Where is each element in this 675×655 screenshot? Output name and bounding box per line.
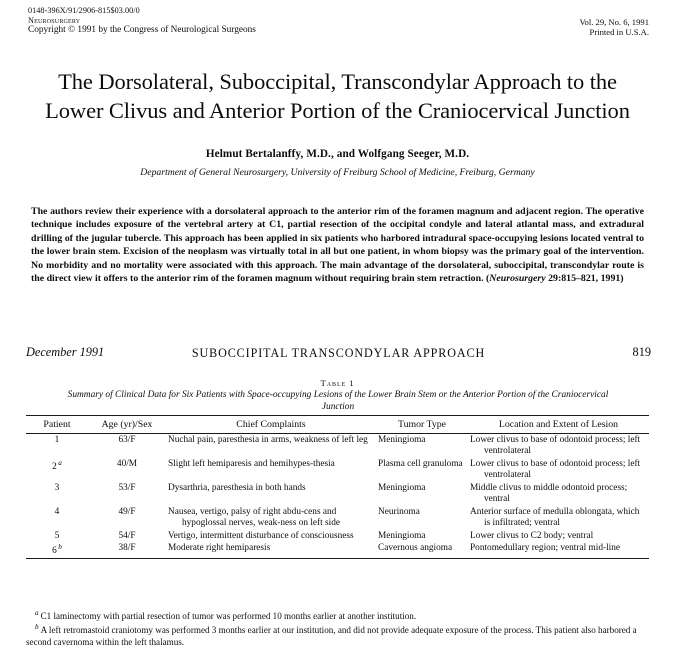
footnote: $^a$ C1 laminectomy with partial resection of tumor was performed 10 months earlier at another institution. (35, 609, 417, 622)
cell-patient: 4 (54, 506, 60, 517)
author-affiliation: Department of General Neurosurgery, University of Freiburg School of Medicine, Freiburg, Germany (140, 167, 535, 178)
table-row (26, 434, 649, 458)
clinical-data-table (26, 415, 649, 559)
cell-location: Pontomedullary region; ventral mid-line (470, 543, 621, 554)
footnote-marker: a (35, 609, 39, 617)
cell-location: Lower clivus to base of odontoid process; left ventrolateral (470, 458, 641, 481)
cell-chief-complaints: Nausea, vertigo, palsy of right abdu-cens and hypoglossal nerves, weak-ness on left side (168, 506, 341, 529)
masthead (0, 6, 675, 46)
column-header-patient: Patient (43, 419, 71, 430)
running-head (26, 345, 651, 361)
cell-tumor-type: Plasma cell granuloma (378, 458, 463, 469)
cell-chief-complaints: Dysarthria, paresthesia in both hands (168, 482, 306, 493)
table-body (26, 434, 649, 558)
column-header-tumor-type: Tumor Type (397, 419, 447, 430)
article-abstract (31, 205, 644, 286)
table-row (26, 482, 649, 506)
printed-in-line: Printed in U.S.A. (589, 27, 649, 38)
cell-patient: 1 (54, 434, 60, 445)
table-header-row (26, 416, 649, 433)
cell-patient: 2 $^a$ (52, 458, 62, 472)
cell-chief-complaints: Nuchal pain, paresthesia in arms, weakness of left leg (168, 434, 368, 445)
cell-age-sex: 63/F (118, 434, 136, 445)
column-header-age-sex: Age (yr)/Sex (101, 419, 153, 430)
running-head-date: December 1991 (26, 345, 105, 359)
table-caption: Summary of Clinical Data for Six Patients with Space-occupying Lesions of the Lower Brain Stem or the Anterior Portion of the Craniocervical Junction (67, 390, 609, 413)
cell-tumor-type: Meningioma (378, 530, 426, 541)
masthead-right (579, 17, 649, 37)
cell-tumor-type: Cavernous angioma (378, 543, 453, 554)
cell-age-sex: 53/F (118, 482, 136, 493)
abstract-citation-journal: Neurosurgery (489, 273, 546, 285)
volume-issue-line: Vol. 29, No. 6, 1991 (579, 17, 649, 27)
issn-line: 0148-396X/91/2906-815$03.00/0 (28, 6, 140, 15)
table-row (26, 458, 649, 482)
footnote: $^b$ A left retromastoid craniotomy was performed 3 months earlier at our institution, and did not provide adequate exposure of the process. This patient also harbored a second cavernoma within the left thalamus. (26, 623, 637, 648)
article-title: The Dorsolateral, Suboccipital, Transcondylar Approach to the Lower Clivus and Anterior Portion of the Craniocervical Junction (45, 69, 630, 124)
cell-patient: 6 $^b$ (52, 543, 62, 557)
cell-patient: 3 (54, 482, 60, 493)
cell-tumor-type: Neurinoma (378, 506, 420, 517)
table-footnotes (26, 609, 649, 649)
cell-tumor-type: Meningioma (378, 434, 426, 445)
page-number: 819 (632, 345, 651, 359)
footnote-marker: b (58, 543, 62, 552)
cell-location: Lower clivus to base of odontoid process; left ventrolateral (470, 434, 641, 457)
cell-location: Anterior surface of medulla oblongata, which is infiltrated; ventral (470, 506, 640, 529)
table-bottom-rule (26, 558, 649, 559)
table-row (26, 543, 649, 559)
cell-chief-complaints: Slight left hemiparesis and hemihypes-thesia (168, 458, 335, 469)
cell-age-sex: 40/M (116, 458, 138, 469)
cell-location: Middle clivus to middle odontoid process; ventral (470, 482, 628, 505)
cell-age-sex: 49/F (118, 506, 136, 517)
table-row (26, 506, 649, 530)
table-number-label: Table 1 (320, 378, 355, 388)
masthead-left (28, 6, 256, 36)
cell-location: Lower clivus to C2 body; ventral (470, 530, 594, 541)
journal-name: Neurosurgery (28, 15, 81, 25)
cell-chief-complaints: Vertigo, intermittent disturbance of consciousness (168, 530, 354, 541)
footnote-marker: a (58, 458, 62, 467)
running-head-title: SUBOCCIPITAL TRANSCONDYLAR APPROACH (191, 346, 486, 360)
abstract-citation-pages: 29:815–821, 1991) (545, 273, 624, 285)
cell-chief-complaints: Moderate right hemiparesis (168, 543, 271, 554)
column-header-location: Location and Extent of Lesion (498, 419, 619, 430)
table-row (26, 530, 649, 543)
abstract-body: The authors review their experience with a dorsolateral approach to the anterior rim of the foramen magnum and adjacent region. The operative technique includes exposure of the vertebral artery at C1, partial resection of the occipital condyle and lateral atlantal mass, and extradural drilling of the jugular tubercle. This approach has been applied in six patients who harbored intradural space-occupying lesions located ventral to the lower brain stem. Excision of the neoplasm was virtually total in all but one patient, in whom biopsy was the primary goal of the intervention. No morbidity and no mortality were associated with this approach. The main advantage of the dorsolateral, suboccipital, transcondylar route is the direct view it offers to the anterior rim of the foramen magnum without requiring brain stem retraction. ( (31, 206, 644, 285)
footnote-marker: b (35, 623, 39, 632)
cell-age-sex: 38/F (118, 543, 136, 554)
cell-patient: 5 (54, 530, 60, 541)
cell-age-sex: 54/F (118, 530, 136, 541)
cell-tumor-type: Meningioma (378, 482, 426, 493)
article-authors: Helmut Bertalanffy, M.D., and Wolfgang Seeger, M.D. (205, 148, 470, 160)
column-header-chief-complaints: Chief Complaints (236, 419, 306, 430)
copyright-line: Copyright © 1991 by the Congress of Neurological Surgeons (28, 25, 256, 36)
